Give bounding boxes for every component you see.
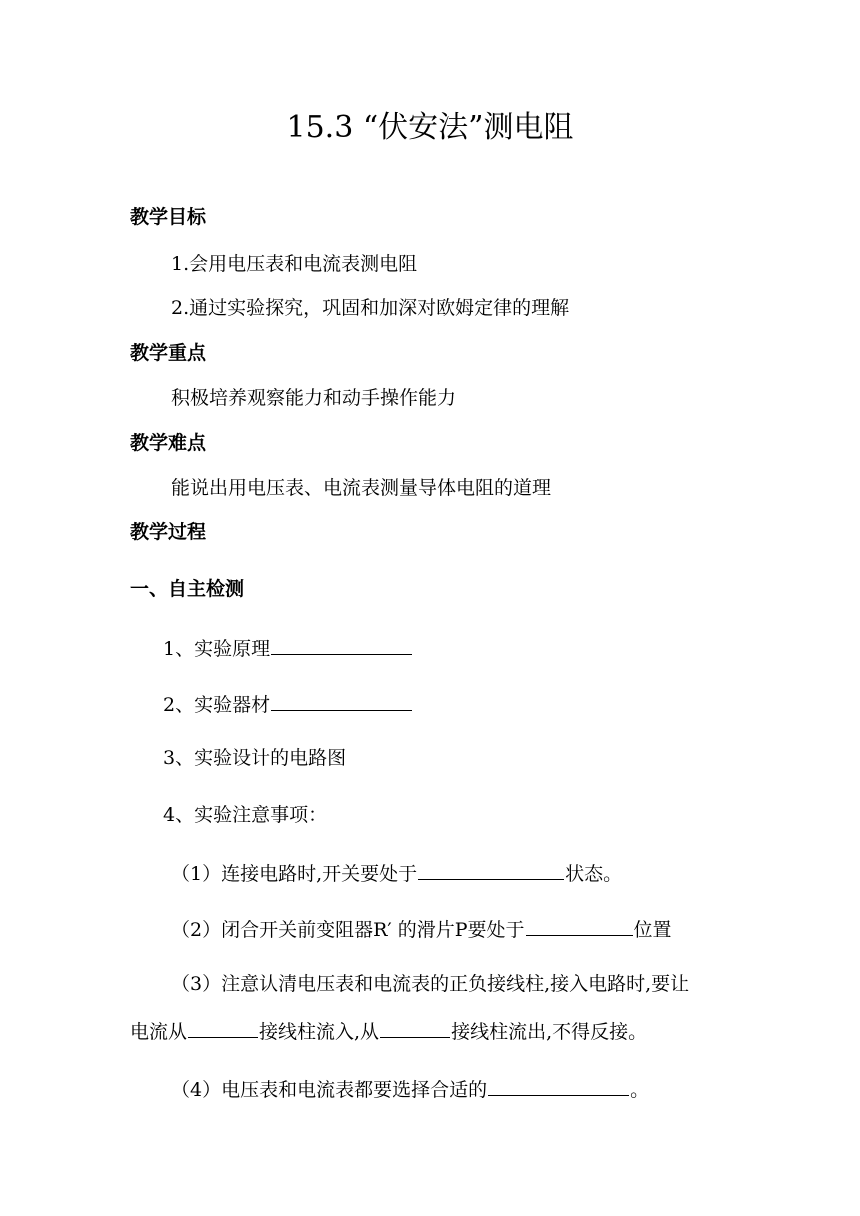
slider-position-blank[interactable] xyxy=(526,915,633,936)
note-4-text: （4）电压表和电流表都要选择合适的 xyxy=(171,1079,488,1101)
note-1-end: 状态。 xyxy=(565,863,623,885)
page-title: 15.3 “伏安法”测电阻 xyxy=(286,110,574,145)
switch-state-blank[interactable] xyxy=(418,859,564,880)
note-1 xyxy=(171,859,622,886)
inflow-terminal-blank[interactable] xyxy=(188,1017,258,1038)
process-heading: 教学过程 xyxy=(130,521,207,543)
item-circuit-diagram: 3、实验设计的电路图 xyxy=(163,747,347,769)
focus-heading: 教学重点 xyxy=(130,342,207,364)
difficulty-text: 能说出用电压表、电流表测量导体电阻的道理 xyxy=(171,477,552,499)
note-4 xyxy=(171,1075,649,1102)
focus-text: 积极培养观察能力和动手操作能力 xyxy=(171,387,457,409)
note-3-text-c: 接线柱流出,不得反接。 xyxy=(451,1021,648,1043)
section-1-heading: 一、自主检测 xyxy=(130,578,245,600)
item-equipment-label: 2、实验器材 xyxy=(163,694,271,716)
note-2-text: （2）闭合开关前变阻器R′ 的滑片P要处于 xyxy=(171,919,525,941)
outflow-terminal-blank[interactable] xyxy=(380,1017,450,1038)
objective-1: 1.会用电压表和电流表测电阻 xyxy=(171,253,418,275)
objectives-heading: 教学目标 xyxy=(130,206,207,228)
item-principle-label: 1、实验原理 xyxy=(163,638,271,660)
note-3-text-b: 接线柱流入,从 xyxy=(259,1021,380,1043)
equipment-blank[interactable] xyxy=(271,690,412,711)
note-3-text-a: 电流从 xyxy=(130,1021,188,1043)
note-3-line-2 xyxy=(130,1017,647,1044)
note-1-text: （1）连接电路时,开关要处于 xyxy=(171,863,418,885)
note-3-line-1: （3）注意认清电压表和电流表的正负接线柱,接入电路时,要让 xyxy=(171,973,690,995)
item-equipment xyxy=(163,690,413,717)
note-2 xyxy=(171,915,672,942)
note-2-end: 位置 xyxy=(633,919,672,941)
difficulty-heading: 教学难点 xyxy=(130,432,207,454)
principle-blank[interactable] xyxy=(271,634,412,655)
objective-2: 2.通过实验探究，巩固和加深对欧姆定律的理解 xyxy=(171,297,570,319)
item-principle xyxy=(163,634,413,661)
range-blank[interactable] xyxy=(488,1075,629,1096)
note-4-end: 。 xyxy=(630,1079,650,1101)
item-notes: 4、实验注意事项： xyxy=(163,804,328,826)
